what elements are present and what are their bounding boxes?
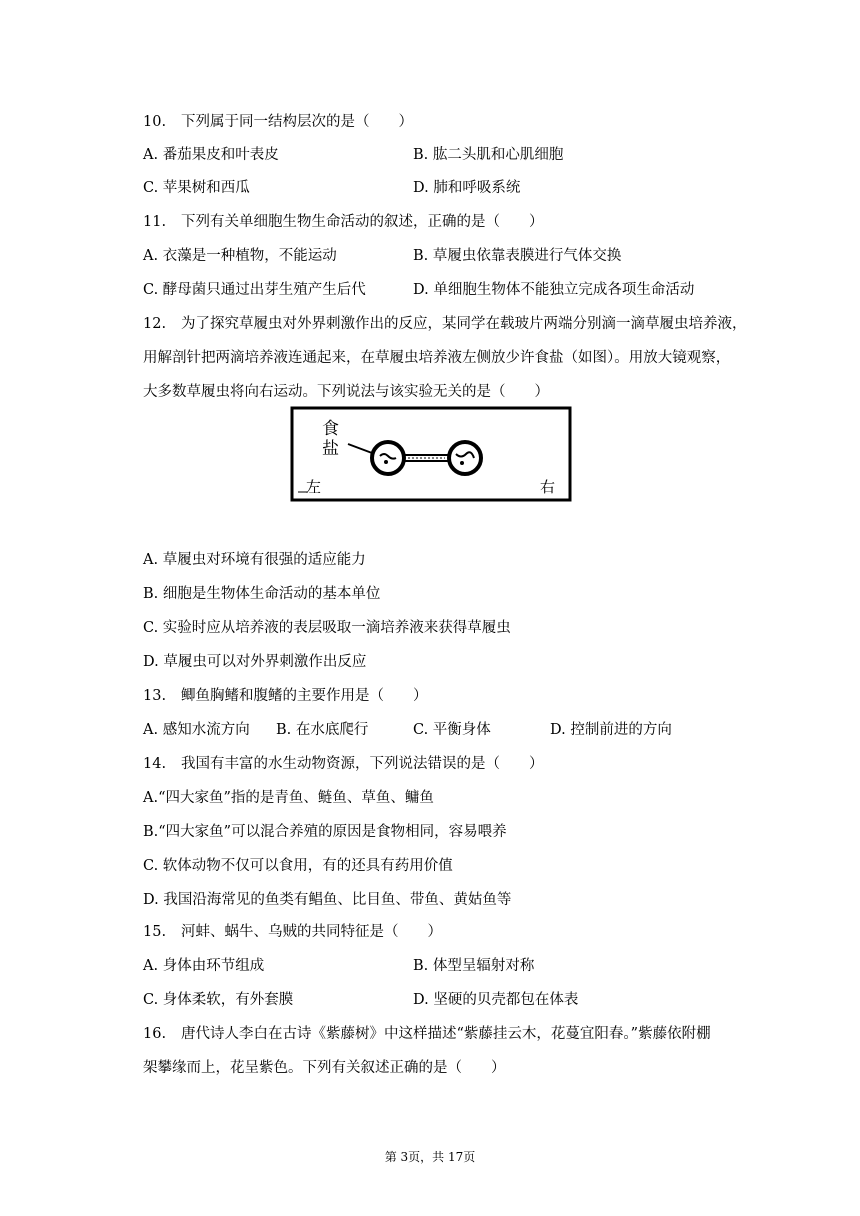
option-b: B. 在水底爬行 bbox=[276, 722, 369, 738]
right-drop bbox=[449, 442, 481, 474]
question-number: 10. bbox=[143, 114, 167, 130]
option-d: D. 草履虫可以对外界刺激作出反应 bbox=[143, 654, 367, 670]
option-c: C. 实验时应从培养液的表层吸取一滴培养液来获得草履虫 bbox=[143, 620, 511, 636]
option-b: B. 肱二头肌和心肌细胞 bbox=[413, 147, 564, 163]
question-number: 15. bbox=[143, 924, 167, 940]
question-12-stem bbox=[143, 314, 747, 334]
question-11-stem bbox=[143, 212, 544, 232]
option-d: D. 单细胞生物体不能独立完成各项生命活动 bbox=[413, 282, 695, 298]
question-text: 河蚌、蜗牛、乌贼的共同特征是（ ） bbox=[181, 924, 442, 940]
option-a: A. 身体由环节组成 bbox=[143, 958, 265, 974]
option-b: B. 草履虫依靠表膜进行气体交换 bbox=[413, 248, 622, 264]
option-c: C. 身体柔软，有外套膜 bbox=[143, 992, 294, 1008]
option-a: A. 番茄果皮和叶表皮 bbox=[143, 147, 279, 163]
question-text: 鲫鱼胸鳍和腹鳍的主要作用是（ ） bbox=[181, 688, 428, 704]
question-16-stem-line-2: 架攀缘而上，花呈紫色。下列有关叙述正确的是（ ） bbox=[143, 1060, 506, 1076]
question-number: 13. bbox=[143, 688, 167, 704]
question-12-stem-line-3: 大多数草履虫将向右运动。下列说法与该实验无关的是（ ） bbox=[143, 384, 549, 400]
question-number: 11. bbox=[143, 214, 167, 230]
question-16-stem bbox=[143, 1024, 711, 1044]
question-text: 我国有丰富的水生动物资源，下列说法错误的是（ ） bbox=[181, 756, 544, 772]
question-text: 下列属于同一结构层次的是（ ） bbox=[181, 114, 413, 130]
question-13-stem bbox=[143, 686, 428, 706]
option-a: A.“四大家鱼”指的是青鱼、鲢鱼、草鱼、鳙鱼 bbox=[143, 790, 434, 806]
option-c: C. 苹果树和西瓜 bbox=[143, 180, 250, 196]
option-d: D. 我国沿海常见的鱼类有鲳鱼、比目鱼、带鱼、黄姑鱼等 bbox=[143, 892, 512, 908]
option-a: A. 草履虫对环境有很强的适应能力 bbox=[143, 552, 366, 568]
option-b: B. 细胞是生物体生命活动的基本单位 bbox=[143, 586, 381, 602]
option-d: D. 坚硬的贝壳都包在体表 bbox=[413, 992, 579, 1008]
question-text: 下列有关单细胞生物生命活动的叙述，正确的是（ ） bbox=[181, 214, 544, 230]
option-c: C. 软体动物不仅可以食用，有的还具有药用价值 bbox=[143, 858, 453, 874]
question-10-stem bbox=[143, 112, 413, 132]
question-14-stem bbox=[143, 754, 544, 774]
question-12-stem-line-2: 用解剖针把两滴培养液连通起来，在草履虫培养液左侧放少许食盐（如图）。用放大镜观察， bbox=[143, 350, 731, 366]
question-number: 16. bbox=[143, 1026, 167, 1042]
left-drop bbox=[372, 442, 404, 474]
question-text: 为了探究草履虫对外界刺激作出的反应，某同学在载玻片两端分别滴一滴草履虫培养液， bbox=[181, 316, 747, 332]
option-d: D. 控制前进的方向 bbox=[550, 722, 672, 738]
left-label: 左 bbox=[306, 478, 322, 496]
salt-label-2: 盐 bbox=[322, 439, 339, 459]
question-number: 14. bbox=[143, 756, 167, 772]
option-b: B. 体型呈辐射对称 bbox=[413, 958, 535, 974]
option-c: C. 平衡身体 bbox=[413, 722, 491, 738]
experiment-figure bbox=[290, 406, 572, 502]
slide-diagram bbox=[290, 406, 572, 502]
question-text: 唐代诗人李白在古诗《紫藤树》中这样描述“紫藤挂云木，花蔓宜阳春。”紫藤依附棚 bbox=[181, 1026, 711, 1042]
option-c: C. 酵母菌只通过出芽生殖产生后代 bbox=[143, 282, 366, 298]
question-15-stem bbox=[143, 922, 442, 942]
option-a: A. 感知水流方向 bbox=[143, 722, 250, 738]
right-label: 右 bbox=[540, 478, 556, 496]
option-b: B.“四大家鱼”可以混合养殖的原因是食物相同，容易喂养 bbox=[143, 824, 507, 840]
option-a: A. 衣藻是一种植物，不能运动 bbox=[143, 248, 337, 264]
question-number: 12. bbox=[143, 316, 167, 332]
option-d: D. 肺和呼吸系统 bbox=[413, 180, 521, 196]
page-footer: 第 3页，共 17页 bbox=[384, 1150, 476, 1164]
salt-label-1: 食 bbox=[322, 419, 339, 439]
